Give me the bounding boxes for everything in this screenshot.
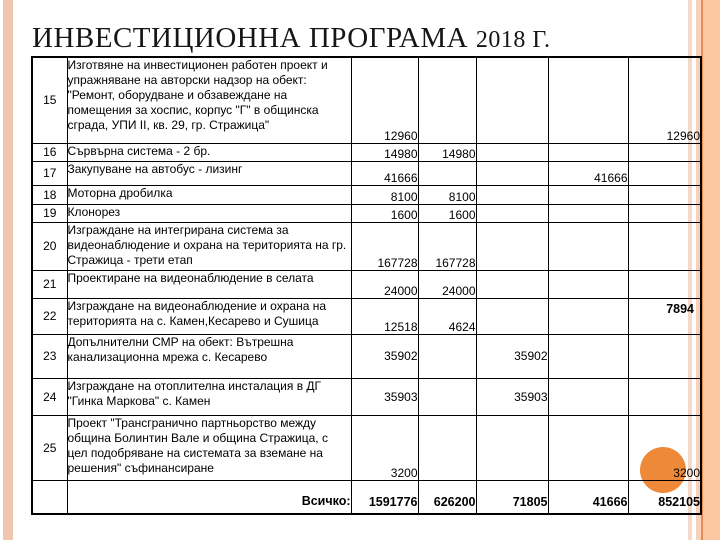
table-row bbox=[32, 161, 701, 185]
value-cell-c3: 35903 bbox=[476, 378, 548, 415]
value-cell-c1: 35902 bbox=[351, 334, 418, 378]
table-row bbox=[32, 270, 701, 298]
value-cell-c2 bbox=[418, 57, 476, 143]
right-edge-stripe-band bbox=[703, 0, 720, 540]
row-number: 19 bbox=[32, 204, 67, 222]
table-row bbox=[32, 298, 701, 334]
value-cell-c5: 12960 bbox=[628, 57, 701, 143]
value-cell-c5 bbox=[628, 161, 701, 185]
total-value-c4: 41666 bbox=[548, 480, 628, 514]
row-description: Изграждане на видеонаблюдение и охрана на територията на с. Камен,Кесарево и Сушица bbox=[67, 298, 351, 334]
value-cell-c4 bbox=[548, 143, 628, 161]
value-cell-c2: 1600 bbox=[418, 204, 476, 222]
row-number: 20 bbox=[32, 222, 67, 270]
value-cell-c5 bbox=[628, 185, 701, 204]
value-cell-c5 bbox=[628, 334, 701, 378]
left-edge-stripe bbox=[3, 0, 13, 540]
row-description: Изготвяне на инвестиционен работен проект и упражняване на авторски надзор на обект: "Ремонт, оборудване и обзавеждане на помещения за хоспис, корпус "Г" в общинска сграда, УПИ II, кв. 29, гр. Стражица" bbox=[67, 57, 351, 143]
total-value-c1: 1591776 bbox=[351, 480, 418, 514]
total-row-number-cell bbox=[32, 480, 67, 514]
row-description: Допълнителни СМР на обект: Вътрешна канализационна мрежа с. Кесарево bbox=[67, 334, 351, 378]
value-cell-c5 bbox=[628, 378, 701, 415]
value-cell-c4 bbox=[548, 415, 628, 480]
row-number: 22 bbox=[32, 298, 67, 334]
value-cell-c1: 1600 bbox=[351, 204, 418, 222]
value-cell-c2: 8100 bbox=[418, 185, 476, 204]
row-number: 23 bbox=[32, 334, 67, 378]
row-description: Изграждане на интегрирана система за видеонаблюдение и охрана на територията на гр. Стражица - трети етап bbox=[67, 222, 351, 270]
slide-title-year: 2018 Г. bbox=[475, 27, 551, 53]
table-row bbox=[32, 143, 701, 161]
value-cell-c1: 12960 bbox=[351, 57, 418, 143]
table-row bbox=[32, 204, 701, 222]
value-cell-c4 bbox=[548, 270, 628, 298]
value-cell-c3 bbox=[476, 298, 548, 334]
value-cell-c1: 3200 bbox=[351, 415, 418, 480]
value-cell-c3 bbox=[476, 415, 548, 480]
value-cell-c4 bbox=[548, 57, 628, 143]
value-cell-c5-annotation: 7894 bbox=[628, 298, 701, 334]
row-number: 21 bbox=[32, 270, 67, 298]
row-number: 15 bbox=[32, 57, 67, 143]
row-description: Изграждане на отоплителна инсталация в ДГ "Гинка Маркова" с. Камен bbox=[67, 378, 351, 415]
value-cell-c4 bbox=[548, 378, 628, 415]
total-label: Всичко: bbox=[67, 480, 351, 514]
row-number: 24 bbox=[32, 378, 67, 415]
row-description: Клонорез bbox=[67, 204, 351, 222]
investment-program-table bbox=[31, 56, 702, 515]
row-description: Закупуване на автобус - лизинг bbox=[67, 161, 351, 185]
value-cell-c1: 12518 bbox=[351, 298, 418, 334]
value-cell-c4 bbox=[548, 204, 628, 222]
value-cell-c3 bbox=[476, 143, 548, 161]
value-cell-c3 bbox=[476, 222, 548, 270]
total-value-c5: 852105 bbox=[628, 480, 701, 514]
value-cell-c5 bbox=[628, 143, 701, 161]
value-cell-c2: 167728 bbox=[418, 222, 476, 270]
value-cell-c2 bbox=[418, 334, 476, 378]
row-number: 16 bbox=[32, 143, 67, 161]
value-cell-c2: 24000 bbox=[418, 270, 476, 298]
total-value-c2: 626200 bbox=[418, 480, 476, 514]
value-cell-c3 bbox=[476, 270, 548, 298]
value-cell-c1: 167728 bbox=[351, 222, 418, 270]
total-row bbox=[32, 480, 701, 514]
value-cell-c1: 24000 bbox=[351, 270, 418, 298]
table-row bbox=[32, 415, 701, 480]
value-cell-c1: 41666 bbox=[351, 161, 418, 185]
table-row bbox=[32, 222, 701, 270]
value-cell-c1: 14980 bbox=[351, 143, 418, 161]
row-number: 25 bbox=[32, 415, 67, 480]
value-cell-c2: 14980 bbox=[418, 143, 476, 161]
table-row bbox=[32, 334, 701, 378]
value-cell-c2 bbox=[418, 415, 476, 480]
value-cell-c4 bbox=[548, 298, 628, 334]
value-cell-c3 bbox=[476, 185, 548, 204]
value-cell-c3 bbox=[476, 204, 548, 222]
value-cell-c5 bbox=[628, 270, 701, 298]
row-description: Моторна дробилка bbox=[67, 185, 351, 204]
row-number: 17 bbox=[32, 161, 67, 185]
table-row bbox=[32, 378, 701, 415]
value-cell-c4 bbox=[548, 334, 628, 378]
value-cell-c5-highlighted: 3200 bbox=[628, 415, 701, 480]
table-row bbox=[32, 57, 701, 143]
row-description: Проектиране на видеонаблюдение в селата bbox=[67, 270, 351, 298]
value-cell-c4: 41666 bbox=[548, 161, 628, 185]
value-cell-c1: 35903 bbox=[351, 378, 418, 415]
value-cell-c3: 35902 bbox=[476, 334, 548, 378]
slide-title bbox=[32, 22, 672, 55]
value-cell-c1: 8100 bbox=[351, 185, 418, 204]
value-cell-c4 bbox=[548, 185, 628, 204]
value-cell-c5 bbox=[628, 204, 701, 222]
table-row bbox=[32, 185, 701, 204]
value-cell-c2 bbox=[418, 161, 476, 185]
value-cell-c4 bbox=[548, 222, 628, 270]
value-cell-c3 bbox=[476, 57, 548, 143]
total-value-c3: 71805 bbox=[476, 480, 548, 514]
slide-title-main: ИНВЕСТИЦИОННА ПРОГРАМА bbox=[32, 22, 476, 54]
row-description: Проект "Трансгранично партньорство между община Болинтин Вале и община Стражица, с цел подобряване на системата за вземане на решения" съфинансиране bbox=[67, 415, 351, 480]
row-description: Сървърна система - 2 бр. bbox=[67, 143, 351, 161]
value-cell-c3 bbox=[476, 161, 548, 185]
value-cell-c2 bbox=[418, 378, 476, 415]
value-cell-c2: 4624 bbox=[418, 298, 476, 334]
row-number: 18 bbox=[32, 185, 67, 204]
value-cell-c5 bbox=[628, 222, 701, 270]
